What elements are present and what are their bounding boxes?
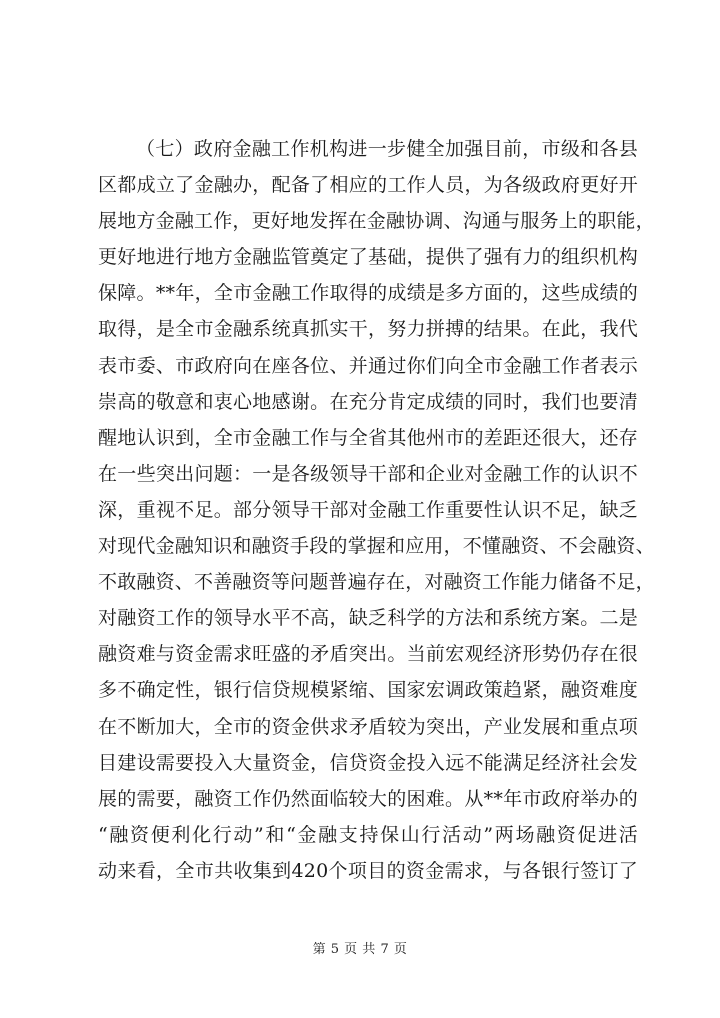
text-line: 目建设需要投入大量资金，信贷资金投入远不能满足经济社会发 bbox=[98, 751, 638, 774]
text-line: 深，重视不足。部分领导干部对金融工作重要性认识不足，缺乏 bbox=[98, 498, 638, 521]
text-line: （七）政府金融工作机构进一步健全加强目前，市级和各县 bbox=[136, 138, 638, 160]
text-line: 对现代金融知识和融资手段的掌握和应用，不懂融资、不会融资、 bbox=[98, 535, 655, 558]
text-line: 在不断加大，全市的资金供求矛盾较为突出，产业发展和重点项 bbox=[98, 715, 638, 738]
text-line: 取得，是全市金融系统真抓实干，努力拼搏的结果。在此，我代 bbox=[98, 318, 638, 341]
text-line: 融资难与资金需求旺盛的矛盾突出。当前宏观经济形势仍存在很 bbox=[98, 643, 638, 666]
text-line: 展的需要，融资工作仍然面临较大的困难。从**年市政府举办的 bbox=[98, 787, 638, 810]
text-line: 不敢融资、不善融资等问题普遍存在，对融资工作能力储备不足， bbox=[98, 571, 655, 594]
text-line: “融资便利化行动”和“金融支持保山行活动”两场融资促进活 bbox=[98, 823, 638, 846]
text-line: 醒地认识到，全市金融工作与全省其他州市的差距还很大，还存 bbox=[98, 426, 638, 449]
text-line: 更好地进行地方金融监管奠定了基础，提供了强有力的组织机构 bbox=[98, 246, 638, 269]
text-line: 多不确定性，银行信贷规模紧缩、国家宏调政策趋紧，融资难度 bbox=[98, 679, 638, 702]
text-line: 崇高的敬意和衷心地感谢。在充分肯定成绩的同时，我们也要清 bbox=[98, 390, 638, 413]
text-line: 保障。**年，全市金融工作取得的成绩是多方面的，这些成绩的 bbox=[98, 282, 638, 305]
text-line: 动来看，全市共收集到420个项目的资金需求，与各银行签订了 bbox=[98, 859, 638, 882]
text-line: 区都成立了金融办，配备了相应的工作人员，为各级政府更好开 bbox=[98, 174, 638, 197]
page-number-footer: 第 5 页 共 7 页 bbox=[312, 942, 408, 957]
text-line: 展地方金融工作，更好地发挥在金融协调、沟通与服务上的职能， bbox=[98, 210, 655, 233]
text-line: 表市委、市政府向在座各位、并通过你们向全市金融工作者表示 bbox=[98, 354, 638, 377]
text-line: 对融资工作的领导水平不高，缺乏科学的方法和系统方案。二是 bbox=[98, 607, 638, 630]
text-line: 在一些突出问题：一是各级领导干部和企业对金融工作的认识不 bbox=[98, 462, 638, 485]
body-paragraph bbox=[98, 131, 655, 889]
